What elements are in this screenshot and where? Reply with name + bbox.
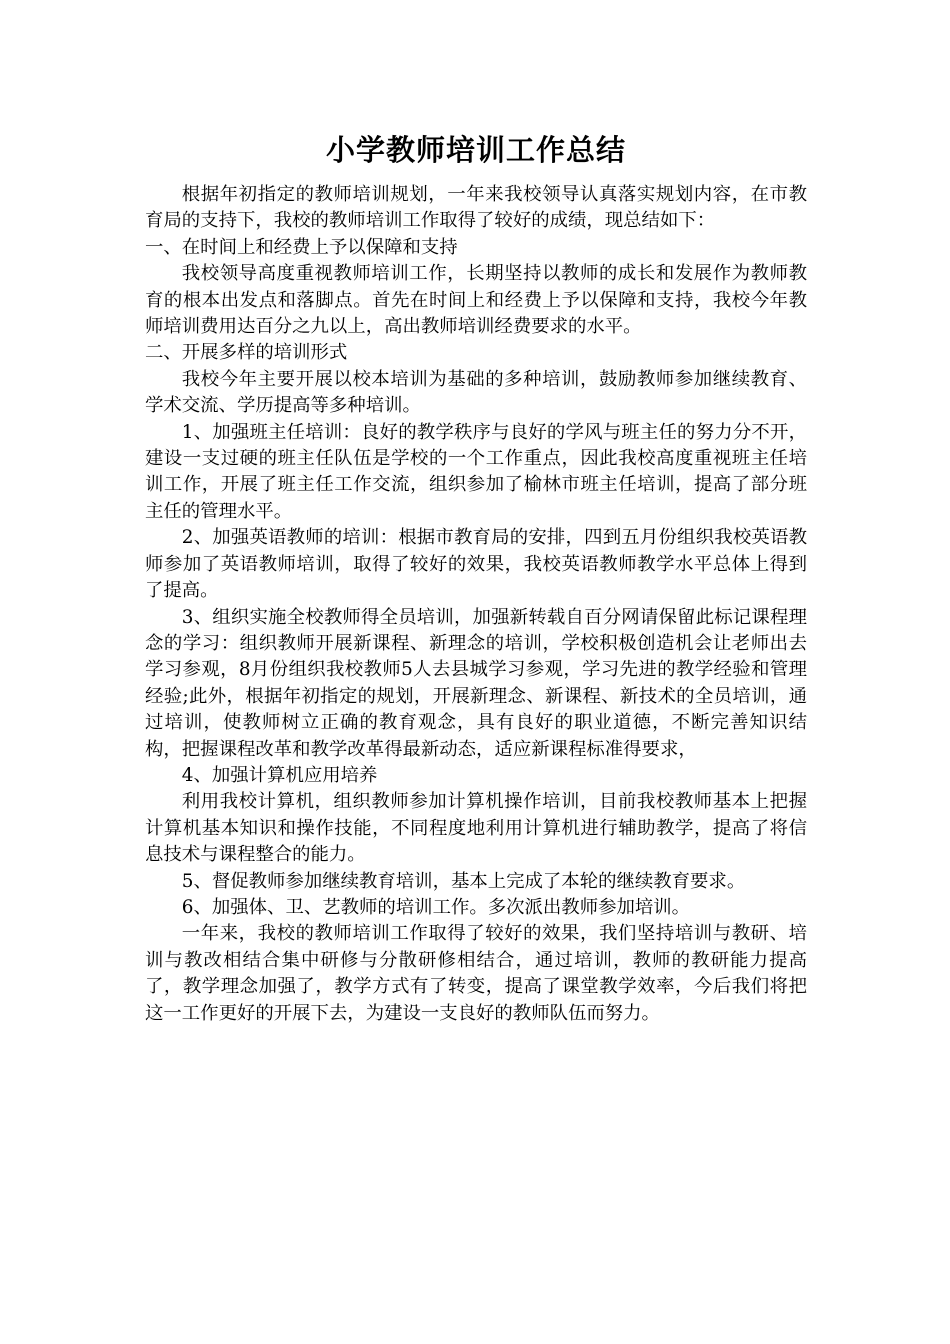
list-item-class-teacher-training: 1、加强班主任培训：良好的教学秩序与良好的学风与班主任的努力分不开，建设一支过硬的班主任队伍是学校的一个工作重点，因此我校高度重视班主任培训工作，开展了班主任工作交流，组织参加了榆林市班主任培训，提高了部分班主任的管理水平。	[145, 421, 807, 522]
conclusion-paragraph: 一年来，我校的教师培训工作取得了较好的效果，我们坚持培训与教研、培训与教改相结合集中研修与分散研修相结合，通过培训，教师的教研能力提高了，教学理念加强了，教学方式有了转变，提高了课堂教学效率，今后我们将把这一工作更好的开展下去，为建设一支良好的教师队伍而努力。	[145, 923, 807, 1024]
section-heading-training-forms: 二、开展多样的培训形式	[145, 342, 348, 364]
document-title: 小学教师培训工作总结	[325, 133, 626, 167]
list-item-english-teacher-training: 2、加强英语教师的培训：根据市教育局的安排，四到五月份组织我校英语教师参加了英语教师培训，取得了较好的效果，我校英语教师教学水平总体上得到了提高。	[145, 527, 807, 602]
intro-paragraph: 根据年初指定的教师培训规划，一年来我校领导认真落实规划内容，在市教育局的支持下，我校的教师培训工作取得了较好的成绩，现总结如下：	[145, 184, 807, 232]
section-intro-training-forms: 我校今年主要开展以校本培训为基础的多种培训，鼓励教师参加继续教育、学术交流、学历提高等多种培训。	[145, 368, 807, 417]
section-body-funding: 我校领导高度重视教师培训工作，长期坚持以教师的成长和发展作为教师教育的根本出发点和落脚点。首先在时间上和经费上予以保障和支持，我校今年教师培训费用达百分之九以上，高出教师培训经费要求的水平。	[145, 263, 807, 338]
document-body	[145, 128, 807, 1027]
list-item-computer-training-body: 利用我校计算机，组织教师参加计算机操作培训，目前我校教师基本上把握计算机基本知识和操作技能，不同程度地利用计算机进行辅助教学，提高了将信息技术与课程整合的能力。	[145, 791, 807, 866]
list-item-computer-training-heading: 4、加强计算机应用培养	[181, 764, 378, 786]
section-heading-funding: 一、在时间上和经费上予以保障和支持	[145, 236, 458, 258]
list-item-all-staff-training: 3、组织实施全校教师得全员培训，加强新转载自百分网请保留此标记课程理念的学习：组织教师开展新课程、新理念的培训，学校积极创造机会让老师出去学习参观，8月份组织我校教师5人去县城学习参观，学习先进的教学经验和管理经验;此外，根据年初指定的规划，开展新理念、新课程、新技术的全员培训，通过培训，使教师树立正确的教育观念，具有良好的职业道德，不断完善知识结构，把握课程改革和教学改革得最新动态，适应新课程标准得要求，	[145, 606, 807, 760]
list-item-pe-health-art-training: 6、加强体、卫、艺教师的培训工作。多次派出教师参加培训。	[181, 896, 691, 918]
list-item-continuing-education: 5、督促教师参加继续教育培训，基本上完成了本轮的继续教育要求。	[181, 870, 746, 892]
